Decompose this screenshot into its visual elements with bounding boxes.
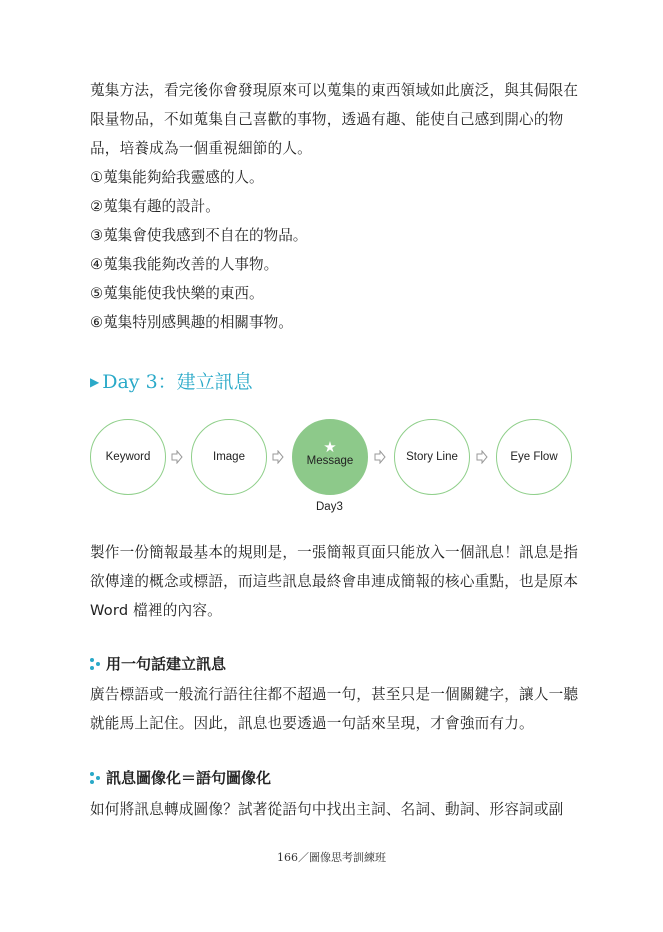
flow-node-label: Eye Flow — [510, 451, 558, 463]
page-footer — [0, 849, 663, 865]
book-title: 圖像思考訓練班 — [309, 851, 386, 864]
star-icon: ★ — [323, 439, 337, 456]
section-heading-text: 用一句話建立訊息 — [106, 655, 227, 673]
section-paragraph: 廣告標語或一般流行語往往都不超過一句，甚至只是一個關鍵字，讓人一聽就能馬上記住。因此，訊息也要透過一句話來呈現，才會強而有力。 — [90, 686, 579, 732]
section-heading — [90, 653, 226, 674]
arrow-right-icon — [476, 450, 488, 464]
list-item: ①蒐集能夠給我靈感的人。 — [90, 169, 264, 186]
section-paragraph: 如何將訊息轉成圖像？試著從語句中找出主詞、名詞、動詞、形容詞或副 — [90, 801, 564, 818]
footer-separator: ／ — [298, 851, 309, 864]
day3-heading — [90, 367, 253, 394]
flow-node-image — [191, 419, 267, 495]
section-heading — [90, 767, 271, 788]
dots-icon — [90, 658, 104, 670]
flow-node-keyword — [90, 419, 166, 495]
collect-list — [90, 163, 307, 337]
triangle-marker-icon: ▶ — [90, 375, 100, 389]
body-paragraph: 製作一份簡報最基本的規則是，一張簡報頁面只能放入一個訊息！訊息是指欲傳達的概念或標語，而這些訊息最終會串連成簡報的核心重點，也是原本 Word 檔裡的內容。 — [90, 544, 579, 619]
flow-node-label: Story Line — [406, 451, 458, 463]
list-item: ④蒐集我能夠改善的人事物。 — [90, 256, 279, 273]
dots-icon — [90, 772, 104, 784]
day3-heading-text: Day 3：建立訊息 — [102, 371, 253, 393]
flow-node-label: Keyword — [105, 451, 151, 463]
page-number: 166 — [277, 851, 298, 864]
arrow-right-icon — [171, 450, 183, 464]
day3-label: Day3 — [316, 501, 343, 513]
section-heading-text: 訊息圖像化＝語句圖像化 — [106, 769, 272, 787]
flow-node-label: Message — [306, 455, 354, 467]
flow-node-eye-flow — [496, 419, 572, 495]
arrow-right-icon — [374, 450, 386, 464]
intro-paragraph: 蒐集方法，看完後你會發現原來可以蒐集的東西領域如此廣泛，與其侷限在限量物品，不如蒐集自己喜歡的事物，透過有趣、能使自己感到開心的物品，培養成為一個重視細節的人。 — [90, 82, 579, 157]
list-item: ⑥蒐集特別感興趣的相關事物。 — [90, 314, 293, 331]
flow-node-story-line — [394, 419, 470, 495]
flow-node-message — [292, 419, 368, 495]
list-item: ⑤蒐集能使我快樂的東西。 — [90, 285, 264, 302]
arrow-right-icon — [272, 450, 284, 464]
list-item: ②蒐集有趣的設計。 — [90, 198, 220, 215]
flow-node-label: Image — [213, 451, 245, 463]
list-item: ③蒐集會使我感到不自在的物品。 — [90, 227, 308, 244]
